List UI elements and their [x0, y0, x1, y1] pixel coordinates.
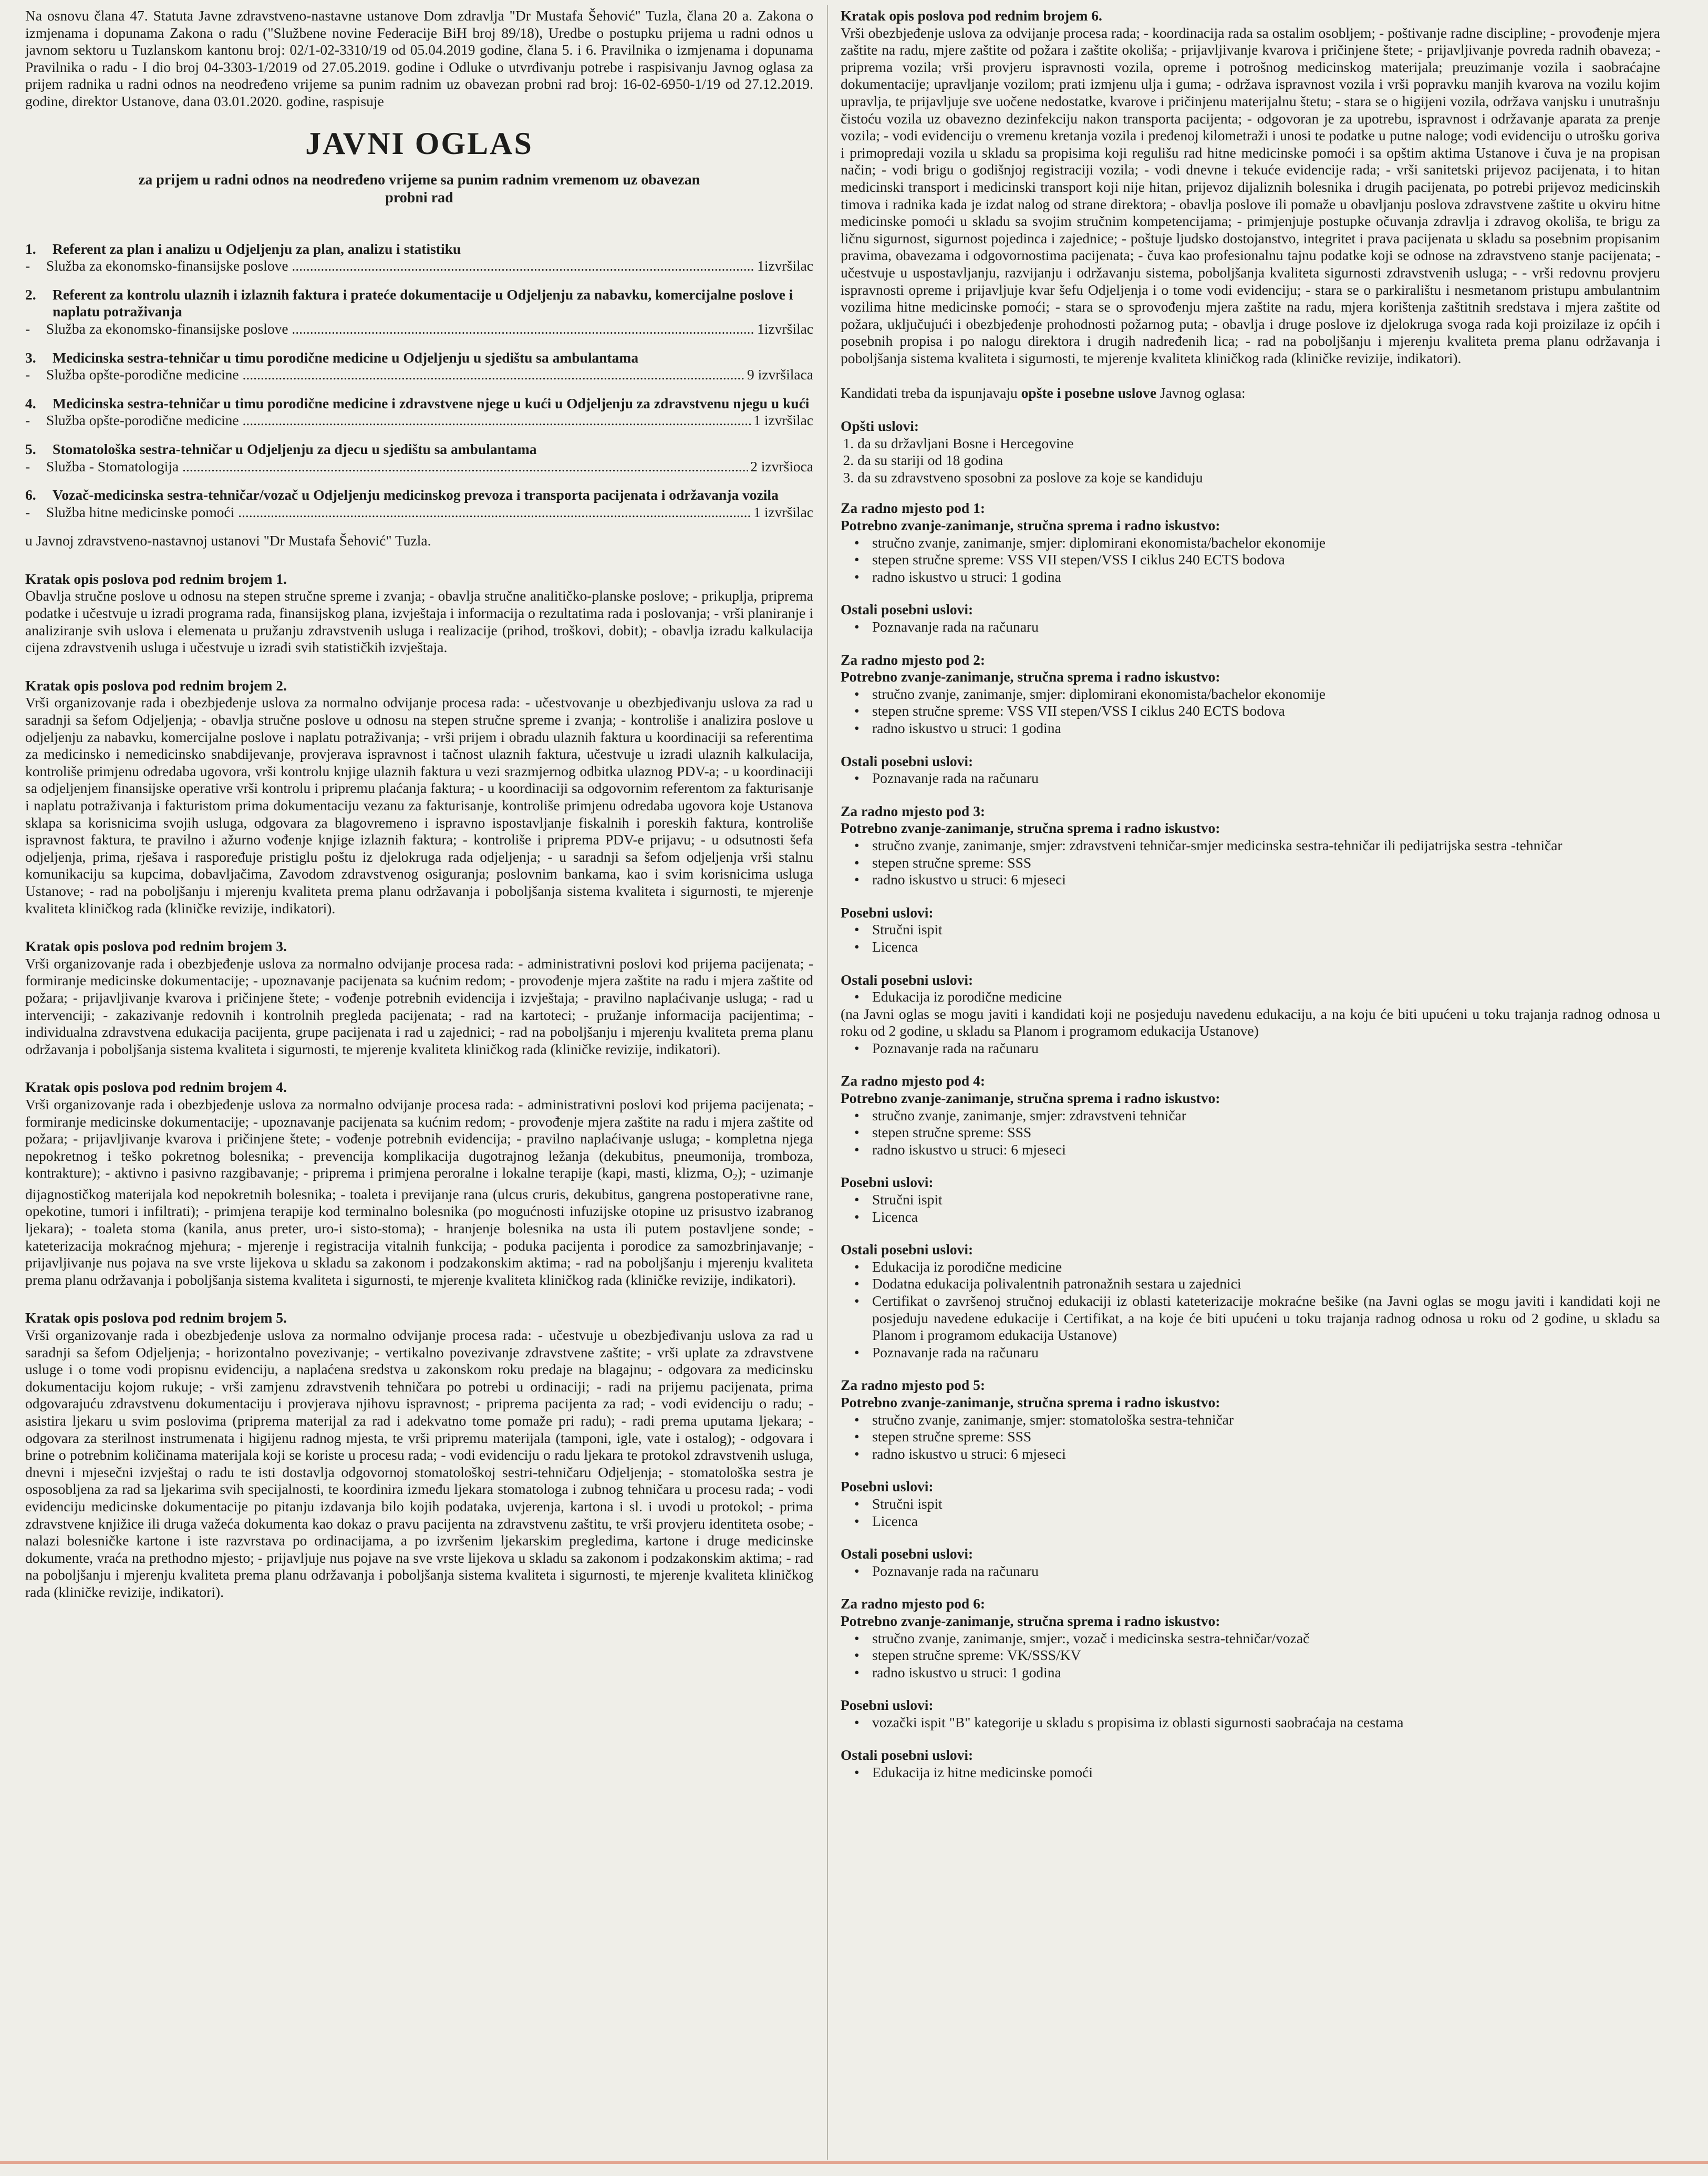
qualification-list [841, 534, 1660, 586]
position-requirement-section [841, 803, 1660, 889]
job-description-heading: Kratak opis poslova pod rednim brojem 4. [25, 1079, 287, 1096]
position-number: 3. [25, 349, 36, 366]
list-item: • Certifikat o završenoj stručnoj edukaciji iz oblasti kateterizacije mokraćne bešike (na Javni oglas se mogu javiti i kandidati koji ne posjeduju navedene edukacije i Certifikat, a na koje će biti upućeni u toku trajanja radnog odnosa u roku od 2 godine, u skladu sa Planom i programom edukacija Ustanove) [872, 1293, 1660, 1344]
position-title: Referent za plan i analizu u Odjeljenju za plan, analizu i statistiku [53, 240, 461, 257]
requirement-list [841, 1191, 1660, 1225]
list-item: • radno iskustvo u struci: 1 godina [872, 569, 1660, 586]
position-title: Stomatološka sestra-tehničar u Odjeljenju za djecu u sjedištu sa ambulantama [53, 440, 537, 457]
list-item: • stepen stručne spreme: VK/SSS/KV [872, 1647, 1660, 1664]
list-item: • Edukacija iz porodične medicine [872, 1259, 1660, 1276]
job-description-heading: Kratak opis poslova pod rednim brojem 6. [841, 7, 1102, 24]
job-description-heading: Kratak opis poslova pod rednim brojem 5. [25, 1309, 287, 1326]
position-requirement-heading: Za radno mjesto pod 1: [841, 500, 986, 517]
position-number: 4. [25, 395, 36, 411]
position-item: 2. Referent za kontrolu ulaznih i izlaznih faktura i prateće dokumentacije u Odjeljenju za nabavku, komercijalne poslove i naplatu potraživanja - Služba za ekonomsko-finansijske poslove ..... 1izvršilac [25, 286, 813, 338]
requirement-block [841, 972, 1660, 1057]
requirement-note: (na Javni oglas se mogu javiti i kandidati koji ne posjeduju navedenu edukaciju, a na koju će biti upućeni u toku trajanja radnog odnosa u roku od 2 godine, u skladu sa Planom i programom edukacija Ustanove) [841, 1005, 1660, 1039]
position-requirement-heading: Za radno mjesto pod 6: [841, 1595, 986, 1612]
qualification-list [841, 1630, 1660, 1682]
position-title: Vozač-medicinska sestra-tehničar/vozač u Odjeljenju medicinskog prevoza i transporta pacijenata i održavanja vozila [53, 487, 779, 503]
position-requirement-section [841, 652, 1660, 737]
list-item: • Licenca [872, 1209, 1660, 1226]
requirement-block [841, 601, 1660, 635]
position-count: 2 izvršioca [750, 458, 813, 475]
list-item: • stručno zvanje, zanimanje, smjer: zdravstveni tehničar [872, 1107, 1660, 1125]
position-requirement-section [841, 1595, 1660, 1681]
requirement-block-heading: Ostali posebni uslovi: [841, 601, 974, 618]
requirement-list [841, 770, 1660, 787]
job-description-heading: Kratak opis poslova pod rednim brojem 1. [25, 570, 287, 587]
list-item: • Poznavanje rada na računaru [872, 1563, 1660, 1580]
list-item: • radno iskustvo u struci: 1 godina [872, 1664, 1660, 1682]
requirement-block-heading: Posebni uslovi: [841, 904, 934, 921]
general-requirements [841, 418, 1660, 486]
position-item: 1. Referent za plan i analizu u Odjeljenju za plan, analizu i statistiku - Služba za ekonomsko-finansijske poslove ..... 1izvršilac [25, 241, 813, 275]
list-item: 1. da su državljani Bosne i Hercegovine [857, 435, 1660, 452]
position-requirement-section [841, 1377, 1660, 1462]
requirement-list [841, 1764, 1660, 1781]
position-service: Služba za ekonomsko-finansijske poslove ..... [46, 257, 755, 275]
list-item: • stepen stručne spreme: VSS VII stepen/VSS I ciklus 240 ECTS bodova [872, 703, 1660, 720]
list-item: • radno iskustvo u struci: 6 mjeseci [872, 871, 1660, 889]
intro-paragraph: Na osnovu člana 47. Statuta Javne zdravstveno-nastavne ustanove Dom zdravlja "Dr Mustafa Šehović" Tuzla, člana 20 a. Zakona o izmjenama i dopunama Zakona o radu ("Službene novine Federacije BiH broj 89/18), Uredbe o postupku prijema u radni odnos u javnom sektoru u Tuzlanskom kantonu broj: 02/1-02-3310/19 od 05.04.2019 godine, člana 5. i 6. Pravilnika o izmjenama i dopunama Pravilnika o radu - I dio broj 04-3303-1/2019 od 27.05.2019. godine i Odluke o utvrđivanju potrebe i raspisivanju Javnog oglasa za prijem radnika u radni odnos na neodređeno vrijeme sa punim radnim uz obavezan probni rad broj: 16-02-6950-1/19 od 27.12.2019. godine, direktor Ustanove, dana 03.01.2020. godine, raspisuje [25, 7, 813, 109]
qualification-list [841, 1411, 1660, 1463]
general-requirements-heading: Opšti uslovi: [841, 418, 919, 435]
position-requirement-heading: Za radno mjesto pod 4: [841, 1072, 986, 1089]
list-item: • stepen stručne spreme: SSS [872, 1124, 1660, 1141]
position-number: 6. [25, 487, 36, 503]
requirement-block-heading: Posebni uslovi: [841, 1478, 934, 1495]
qualification-subheading: Potrebno zvanje-zanimanje, stručna sprema i radno iskustvo: [841, 820, 1220, 837]
ad-subtitle: za prijem u radni odnos na neodređeno vrijeme sa punim radnim vremenom uz obavezan probni rad [138, 171, 700, 206]
position-count: 1izvršilac [757, 320, 813, 337]
position-number: 1. [25, 240, 36, 257]
position-item: 6. Vozač-medicinska sestra-tehničar/vozač u Odjeljenju medicinskog prevoza i transporta pacijenata i održavanja vozila - Služba hitne medicinske pomoći ..... 1 izvršilac [25, 487, 813, 521]
position-count: 1 izvršilac [753, 503, 813, 520]
position-title: Medicinska sestra-tehničar u timu porodične medicine i zdravstvene njege u kući u Odjeljenju za zdravstvenu njegu u kući [53, 395, 810, 411]
job-description-text: Vrši organizovanje rada i obezbjeđenje uslova za normalno odvijanje procesa rada: - administrativni poslovi kod prijema pacijenata; - formiranje medicinske dokumentacije; - upoznavanje pacijenata sa kućnim redom; - provođenje mjera zaštite na radu i mjera zaštite od požara; - prijavljivanje kvarova i pričinjene štete; - vođenje potrebnih evidencija i izvještaja; - pravilno naplaćivanje usluga; - rad u intervenciji; - zakazivanje redovnih i kontrolnih pregleda pacijenata; - rad na kartoteci; - pružanje informacija pacijentima; - individualna zdravstvena edukacija pacijenta, grupe pacijenata i rad u zajednici; - rad na poboljšanju i mjerenju kvaliteta prema planu održavanja i poboljšanja sistema kvaliteta i sigurnosti, te mjerenje kvaliteta kliničkog rada (kliničke revizije, indikatori). [25, 955, 813, 1057]
list-item: • Stručni ispit [872, 1191, 1660, 1209]
qualification-list [841, 837, 1660, 889]
list-item: • stručno zvanje, zanimanje, smjer: diplomirani ekonomista/bachelor ekonomije [872, 686, 1660, 703]
qualification-subheading: Potrebno zvanje-zanimanje, stručna sprema i radno iskustvo: [841, 1612, 1220, 1629]
requirement-list [841, 1563, 1660, 1580]
position-item: 3. Medicinska sestra-tehničar u timu porodične medicine u Odjeljenju u sjedištu sa ambulantama - Služba opšte-porodične medicine ..... 9 izvršilaca [25, 349, 813, 384]
list-item: • stručno zvanje, zanimanje, smjer: zdravstveni tehničar-smjer medicinska sestra-tehničar ili pedijatrijska sestra -tehničar [872, 837, 1660, 854]
requirement-list [841, 988, 1660, 1006]
list-item: • Dodatna edukacija polivalentnih patronažnih sestara u zajednici [872, 1275, 1660, 1293]
institution-line: u Javnoj zdravstveno-nastavnoj ustanovi "Dr Mustafa Šehović" Tuzla. [25, 532, 431, 549]
list-item: • Edukacija iz porodične medicine [872, 988, 1660, 1006]
position-title: Referent za kontrolu ulaznih i izlaznih faktura i prateće dokumentacije u Odjeljenju za nabavku, komercijalne poslove i naplatu potraživanja [53, 286, 793, 320]
requirements-intro: Kandidati treba da ispunjavaju opšte i posebne uslove Javnog oglasa: [841, 385, 1246, 401]
job-description-heading: Kratak opis poslova pod rednim brojem 3. [25, 938, 287, 955]
job-description-text: Vrši organizovanje rada i obezbjeđenje uslova za normalno odvijanje procesa rada: - administrativni poslovi kod prijema pacijenata; - formiranje medicinske dokumentacije; - upoznavanje pacijenata sa kućnim redom; - provođenje mjera zaštite na radu i mjera zaštite od požara; - prijavljivanje kvarova i pričinjene štete; - vođenje potrebnih evidencija; - pravilno naplaćivanje usluga; - kompletna njega nepokretnog i teško pokretnog bolesnika; - prevencija komplikacija dugotrajnog ležanja (dekubitus, pneumonija, tromboza, kontrakture); - aktivno i pasivno razgibavanje; - priprema i primjena peroralne i lokalne terapije (kapi, masti, klizma, $O_2$); - uzimanje dijagnostičkog materijala kod nepokretnih bolesnika; - toaleta i previjanje rana (ulcus cruris, dekubitus, gangrena postoperativne rane, opekotine, tumori i infiltrati); - primjena terapije kod terminalno bolesnika (po mogućnosti infuzijske otopine uz prisustvo izabranog ljekara); - toaleta stoma (kanila, anus preter, uro-i sisto-stoma); - hranjenje bolesnika na usta ili putem postavljene sonde; - kateterizacija mokraćnog mjehura; - mjerenje i registracija vitalnih funkcija; - poduka pacijenta i porodice za samozbrinjavanje; - prijavljivanje nus pojava na sve vrste lijekova u skladu sa zakonom i podzakonskim aktima; - rad na poboljšanju i mjerenju kvaliteta prema planu održavanja i poboljšanja sistema kvaliteta i sigurnosti, te mjerenje kvaliteta kliničkog rada (kliničke revizije, indikatori). [25, 1096, 813, 1288]
list-item: • vozački ispit "B" kategorije u skladu s propisima iz oblasti sigurnosti saobraćaja na cestama [872, 1714, 1660, 1731]
list-item: • stručno zvanje, zanimanje, smjer:, vozač i medicinska sestra-tehničar/vozač [872, 1630, 1660, 1647]
position-title: Medicinska sestra-tehničar u timu porodične medicine u Odjeljenju u sjedištu sa ambulantama [53, 349, 639, 366]
list-item: • radno iskustvo u struci: 6 mjeseci [872, 1141, 1660, 1159]
job-description-text: Vrši organizovanje rada i obezbjeđenje uslova za normalno odvijanje procesa rada: - učestvovanje u obezbjeđivanju uslova za rad u saradnji sa šefom Odjeljenja; - obavlja stručne poslove u odnosu na stepen stručne spreme i zvanja; - kontroliše i analizira poslove u odjeljenju za nabavku, komercijalne poslove i naplatu potraživanja; - vrši prijem i obradu ulaznih faktura u koordinaciji sa referentima za medicinsko i nemedicinsko snabdijevanje, provjerava ispravnost i tačnost ulaznih faktura, učestvuje u izradi ulaznih kalkulacija, kontroliše primjenu odredaba ugovora, vrši kontrolu knjige ulaznih faktura u vezi srazmjernog odbitka ulaznog PDV-a; - u koordinaciji sa odjeljenjem finansijske operative vrši kontrolu i pripremu plaćanja faktura; - u koordinaciji sa odgovornim referentom za fakturisanje i naplatu potraživanja i fakturistom prima dokumentaciju vezanu za fakturisanje, kontroliše primjenu odredaba ugovora koje Ustanova sklapa sa korisnicima svojih usluga, odgovara za blagovremeno i ispravno ispostavljanje fiskalnih i poreskih faktura, kontroliše ispravnost faktura, te pravilno i ažurno vođenje knjige izlaznih faktura; - kontroliše i priprema PDV-e prijavu; - u odsutnosti šefa odjeljenja, prima, rješava i raspoređuje pristiglu poštu iz djelokruga rada odjeljenja; - u saradnji sa šefom odjeljenja vrši stalnu komunikaciju sa kupcima, dobavljačima, Zavodom zdravstvenog osiguranja; poslovnim bankama, kao i svim korisnicima usluga Ustanove; - rad na poboljšanju i mjerenju kvaliteta prema planu održavanja i poboljšanja sistema kvaliteta i sigurnosti, te mjerenje kvaliteta kliničkog rada (kliničke revizije, indikatori). [25, 694, 813, 916]
requirement-block [841, 1697, 1660, 1731]
position-count: 1 izvršilac [753, 412, 813, 429]
position-count: 1izvršilac [757, 257, 813, 274]
job-description [25, 938, 813, 1058]
list-item: • stručno zvanje, zanimanje, smjer: stomatološka sestra-tehničar [872, 1411, 1660, 1429]
position-service: Služba opšte-porodične medicine ..... [46, 366, 745, 384]
requirement-block [841, 904, 1660, 956]
position-requirement-section [841, 1072, 1660, 1158]
job-description-text: Vrši obezbjeđenje uslova za odvijanje procesa rada; - koordinacija rada sa ostalim osobljem; - poštivanje radne discipline; - provođenje mjera zaštite na radu, mjere zaštite od požara i zaštite okoliša; - prijavljivanje kvarova i pričinjene štete; - prijavljivanje povreda radnih obaveza; - priprema vozila; vrši provjeru ispravnosti vozila, opreme i potrošnog medicinskog materijala; preuzimanje vozila i saobraćajne dokumentacije; upravljanje vozilom; prati izmjenu ulja i guma; - održava ispravnost vozila i vrši popravku manjih kvarova na vozilu kojim upravlja, te prijavljuje sve uočene nedostatke, kvarove i pričinjenu materijalnu štetu; - stara se o higijeni vozila, održava vanjsku i unutrašnju čistoću vozila uz obavezno dezinfekciju nakon transporta pacijenta; - odgovoran je za upotrebu, ispravnost i održavanje aparata za prenje vozila; - vodi evidenciju o vremenu kretanja vozila i pređenoj kilometraži i unosi te podatke u putne naloge; vodi evidenciju o utrošku goriva i primopredaji vozila u skladu sa propisima koji regulišu rad hitne medicinske pomoći i sa opštim aktima Ustanove i čuva je na propisan način; - vodi brigu o godišnjoj registraciji vozila; - vodi dnevne i tekuće evidencije rada; - vrši sanitetski prijevoz pacijenata, i to hitan medicinski transport i medicinski transport koji nije hitan, prijevoz dijaliznih bolesnika i drugih pacijenata, po potrebi prijevoz medicinskih timova i radnika kada je izdat nalog od strane direktora; - obavlja poslove ili pomaže u obavljanju poslova zdravstvene zaštite u okviru hitne medicinske pomoći u skladu sa svojim stručnim kompetencijama; - primjenjuje postupke očuvanja zdravlja i zdravog okoliša, te brigu za ličnu sigurnost, sigurnost pojedinca i zajednice; - poštuje ljudsko dostojanstvo, integritet i prava pacijenata u skladu sa posebnim propisanim pravima, obavezama i odgovornostima pacijenata; - čuva kao profesionalnu tajnu podatke koji se odnose na zdravstveno stanje pacijenata; - učestvuje u uspostavljanju, razvijanju i održavanju sistema, poboljšanja kvaliteta sigurnosti zdravstvenih usluga; - - vrši redovnu provjeru ispravnosti opreme i prijavljuje kvar šefu Odjeljenja i o tome vodi evidenciju; - stara se o parkiralištu i nesmetanom pristupu ambulantnim vozilima hitne medicinske pomoći; - stara se o sprovođenju mjera zaštite na radu, mjera korištenja zaštitnih sredstava i mjera zaštite od požara, uključujući i obezbjeđenje prohodnosti požarnog puta; - obavlja i druge poslove iz djelokruga svoga rada koji proizilaze iz općih i posebnih propisa i po nalogu direktora i drugih nadređenih lica; - rad na poboljšanju i mjerenju kvaliteta prema planu održavanja i poboljšanja sistema kvaliteta i sigurnosti, te mjerenje kvaliteta kliničkog rada (kliničke revizije, indikatori). [841, 24, 1660, 366]
list-item: • stručno zvanje, zanimanje, smjer: diplomirani ekonomista/bachelor ekonomije [872, 534, 1660, 552]
job-description [25, 1079, 813, 1288]
list-item: • Licenca [872, 1513, 1660, 1530]
position-requirement-section [841, 500, 1660, 585]
position-requirement-heading: Za radno mjesto pod 2: [841, 651, 986, 668]
position-service: Služba opšte-porodične medicine ..... [46, 412, 751, 429]
requirement-list [841, 1496, 1660, 1530]
list-item: • stepen stručne spreme: SSS [872, 854, 1660, 872]
list-item: • Stručni ispit [872, 921, 1660, 939]
job-description-heading: Kratak opis poslova pod rednim brojem 2. [25, 677, 287, 694]
requirement-block-heading: Ostali posebni uslovi: [841, 1545, 974, 1562]
job-description [25, 1309, 813, 1601]
list-item: • radno iskustvo u struci: 6 mjeseci [872, 1446, 1660, 1463]
job-description [25, 677, 813, 917]
list-item: • Poznavanje rada na računaru [872, 618, 1660, 636]
qualification-subheading: Potrebno zvanje-zanimanje, stručna sprema i radno iskustvo: [841, 1394, 1220, 1410]
requirement-list [841, 1040, 1660, 1057]
requirement-block-heading: Ostali posebni uslovi: [841, 752, 974, 769]
requirement-block [841, 1241, 1660, 1361]
requirement-list [841, 1714, 1660, 1731]
job-description-text: Obavlja stručne poslove u odnosu na stepen stručne spreme i zvanja; - obavlja stručne analitičko-planske poslove; - prikuplja, priprema podatke i učestvuje u izradi programa rada, finansijskog plana, izvještaja i informacija o rezultatima rada i poslovanja; - vrši planiranje i analiziranje svih uslova i elemenata u pružanju zdravstvenih usluga i realizacije (prihod, troškovi, dobit); - obavlja izradu kalkulacija cijena zdravstvenih usluga i učestvuje u izradi svih statističkih izvještaja. [25, 587, 813, 656]
requirement-block-heading: Ostali posebni uslovi: [841, 971, 974, 988]
requirement-block [841, 753, 1660, 787]
position-count: 9 izvršilaca [747, 366, 813, 383]
list-item: • stepen stručne spreme: SSS [872, 1428, 1660, 1446]
job-description [25, 571, 813, 656]
list-item: • Poznavanje rada na računaru [872, 770, 1660, 787]
list-item: • stepen stručne spreme: VSS VII stepen/VSS I ciklus 240 ECTS bodova [872, 551, 1660, 569]
position-service: Služba za ekonomsko-finansijske poslove ..... [46, 321, 755, 338]
subscript: 2 [732, 1172, 738, 1183]
position-service: Služba - Stomatologija ..... [46, 458, 748, 476]
qualification-subheading: Potrebno zvanje-zanimanje, stručna sprema i radno iskustvo: [841, 517, 1220, 534]
requirement-block [841, 1545, 1660, 1580]
ad-title: JAVNI OGLAS [305, 126, 533, 161]
requirement-block [841, 1478, 1660, 1530]
list-item: • Edukacija iz hitne medicinske pomoći [872, 1764, 1660, 1781]
job-description-text: Vrši organizovanje rada i obezbjeđenje uslova za normalno odvijanje procesa rada: - učestvuje u obezbjeđivanju uslova za rad u saradnji sa šefom Odjeljenja; - horizontalno povezivanje; - vertikalno povezivanje zdravstvene zaštite; - vrši uplate za zdravstvene usluge i o tome vodi propisnu evidenciju, a naplaćena sredstva u zakonskom roku predaje na blagajnu; - odgovara za medicinsku dokumentaciju kojom rukuje; - vrši zamjenu zdravstvenih tehničara po potrebi u ordinaciji; - radi na prijemu pacijenata, prima odgovarajuću zdravstvenu dokumentaciju i provjerava njihovu ispravnost; - priprema pacijenta za rad; - vodi evidenciju o radu; - asistira ljekaru u svim poslovima (priprema materijal za rad i adekvatno tome pomaže pri radu); - radi prema uputama ljekara; - odgovara za sterilnost instrumenata i higijenu radnog mjesta, te vrši pripremu materijala (tamponi, igle, vate i ostalog); - odgovara i brine o potrebnim količinama materijala koji se koriste u procesu rada; - vodi evidenciju o radu ljekara te protokol zdravstvenih usluga, dnevni i mjesečni izvještaj o radu te isti dostavlja odgovornoj stomatološkoj sestri-tehničaru Odjeljenja; - stomatološka sestra je osposobljena za rad sa ljekarima svih specijalnosti, te koordinira između ljekara stomatologa i zubnog tehničara u procesu rada; - vodi evidenciju medicinske dokumentacije po pitanju izdavanja bilo kojih podataka, uvjerenja, kartona i sl. i uvodi u protokol; - prima zdravstvene knjižice ili druga važeća dokumenta kao dokaz o pravu pacijenta na zdravstvenu zaštitu, te vrši provjeru identiteta osobe; - nalazi bolesničke kartone i iste razvrstava po ordinacijama, a po izvršenim ljekarskim pregledima, kartone i druge medicinske dokumente, vraća na prethodno mjesto; - prijavljuje nus pojave na sve vrste lijekova u skladu sa zakonom i podzakonskim aktima; - rad na poboljšanju i mjerenju kvaliteta prema planu održavanja i poboljšanja sistema kvaliteta i sigurnosti, te mjerenje kvaliteta kliničkog rada (kliničke revizije, indikatori). [25, 1327, 813, 1600]
position-item: 5. Stomatološka sestra-tehničar u Odjeljenju za djecu u sjedištu sa ambulantama - Služba - Stomatologija ..... 2 izvršioca [25, 441, 813, 475]
position-requirement-heading: Za radno mjesto pod 5: [841, 1377, 986, 1394]
position-number: 5. [25, 440, 36, 457]
list-item: • Poznavanje rada na računaru [872, 1344, 1660, 1362]
requirement-block-heading: Ostali posebni uslovi: [841, 1241, 974, 1258]
requirement-list [841, 1259, 1660, 1362]
qualification-list [841, 686, 1660, 737]
qualification-list [841, 1107, 1660, 1159]
requirement-block-heading: Posebni uslovi: [841, 1174, 934, 1191]
requirement-block-heading: Posebni uslovi: [841, 1697, 934, 1714]
qualification-subheading: Potrebno zvanje-zanimanje, stručna sprema i radno iskustvo: [841, 1090, 1220, 1107]
left-column [25, 7, 813, 1622]
list-item: 3. da su zdravstveno sposobni za poslove za koje se kandiduju [857, 469, 1660, 487]
page-bottom-rule [0, 2161, 1708, 2164]
requirement-block [841, 1747, 1660, 1781]
requirement-block [841, 1174, 1660, 1225]
list-item: • Licenca [872, 939, 1660, 956]
position-requirements [841, 500, 1660, 1781]
list-item: • Stručni ispit [872, 1496, 1660, 1513]
position-item: 4. Medicinska sestra-tehničar u timu porodične medicine i zdravstvene njege u kući u Odjeljenju za zdravstvenu njegu u kući - Služba opšte-porodične medicine ..... 1 izvršilac [25, 395, 813, 429]
qualification-subheading: Potrebno zvanje-zanimanje, stručna sprema i radno iskustvo: [841, 668, 1220, 685]
requirement-list [841, 618, 1660, 636]
list-item: 2. da su stariji od 18 godina [857, 452, 1660, 469]
requirement-block-heading: Ostali posebni uslovi: [841, 1747, 974, 1764]
position-number: 2. [25, 286, 36, 303]
general-requirements-list [841, 435, 1660, 487]
right-column [841, 7, 1660, 1797]
job-description [841, 7, 1660, 367]
list-item: • radno iskustvo u struci: 1 godina [872, 720, 1660, 737]
list-item: • Poznavanje rada na računaru [872, 1040, 1660, 1057]
column-divider [827, 5, 828, 2160]
position-requirement-heading: Za radno mjesto pod 3: [841, 802, 986, 819]
requirement-list [841, 921, 1660, 955]
position-service: Služba hitne medicinske pomoći ..... [46, 504, 751, 521]
